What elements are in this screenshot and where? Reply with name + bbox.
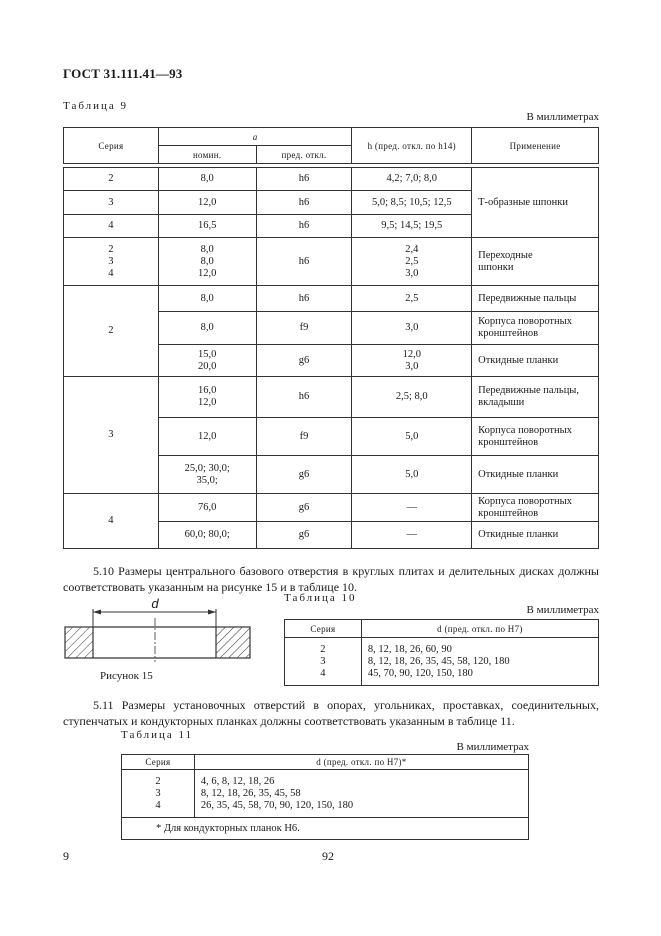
t9-r2-h: 5,0; 8,5; 10,5; 12,5 (352, 191, 472, 215)
table9 (63, 127, 599, 549)
standard-header: ГОСТ 31.111.41—93 (63, 66, 183, 81)
t9-r12-tol: g6 (256, 522, 352, 549)
t9-r2-nom: 12,0 (158, 191, 256, 215)
th-application: Применение (472, 128, 599, 164)
dim-label-d: d (151, 596, 159, 611)
t9-r1-tol: h6 (256, 168, 352, 191)
t9-r1-h: 4,2; 7,0; 8,0 (352, 168, 472, 191)
t10-series: 2 3 4 (285, 638, 362, 686)
t9-r4-series: 2 3 4 (64, 238, 159, 286)
table10 (284, 619, 599, 686)
t11-footnote: * Для кондукторных планок H6. (122, 818, 529, 840)
t9-r9-app: Корпуса поворотных кронштейнов (472, 418, 599, 456)
t9-r5-h: 2,5 (352, 286, 472, 312)
t10-values: 8, 12, 18, 26, 60, 90 8, 12, 18, 26, 35, 45, 58, 120, 180 45, 70, 90, 120, 150, 180 (361, 638, 598, 686)
t10-th-series: Серия (285, 620, 362, 638)
t9-r8-h: 2,5; 8,0 (352, 377, 472, 418)
t10-th-d: d (пред. откл. по H7) (361, 620, 598, 638)
t9-r8-nom: 16,0 12,0 (158, 377, 256, 418)
page-number: 92 (322, 849, 334, 863)
t9-r5-tol: h6 (256, 286, 352, 312)
t9-r11-series: 4 (64, 494, 159, 549)
t9-r10-app: Откидные планки (472, 456, 599, 494)
t9-r8-tol: h6 (256, 377, 352, 418)
t9-r9-tol: f9 (256, 418, 352, 456)
t9-r8-app: Передвижные пальцы, вкладыши (472, 377, 599, 418)
t9-r12-nom: 60,0; 80,0; (158, 522, 256, 549)
arrow-left (93, 610, 101, 615)
t9-r10-h: 5,0 (352, 456, 472, 494)
t9-r3-tol: h6 (256, 215, 352, 238)
t9-r11-nom: 76,0 (158, 494, 256, 522)
t9-r12-h: — (352, 522, 472, 549)
t9-r10-nom: 25,0; 30,0; 35,0; (158, 456, 256, 494)
figure-15-caption: Рисунок 15 (100, 670, 153, 682)
t9-r11-h: — (352, 494, 472, 522)
table9-label: Таблица 9 (63, 100, 129, 112)
t9-r7-h: 12,0 3,0 (352, 345, 472, 377)
t9-r7-app: Откидные планки (472, 345, 599, 377)
t9-r9-nom: 12,0 (158, 418, 256, 456)
table10-label: Таблица 10 (284, 592, 357, 604)
t9-r10-tol: g6 (256, 456, 352, 494)
th-nominal: номин. (158, 146, 256, 164)
hatched-left (65, 627, 93, 658)
paragraph-5-10: 5.10 Размеры центрального базового отверстия в круглых плитах и делительных дисках должны соответствовать указанным на рисунке 15 и в таблице 10. (63, 564, 599, 594)
paragraph-5-11: 5.11 Размеры установочных отверстий в опорах, угольниках, проставках, соединительных, ступенчатых и кондукторных планках должны соответствовать указанным в таблице 11. (63, 698, 599, 728)
table11 (121, 754, 529, 840)
figure-15 (63, 594, 268, 664)
t9-r4-h: 2,4 2,5 3,0 (352, 238, 472, 286)
t9-r2-series: 3 (64, 191, 159, 215)
t9-r4-tol: h6 (256, 238, 352, 286)
table10-units: В миллиметрах (526, 604, 599, 616)
table11-units: В миллиметрах (456, 741, 529, 753)
t11-series: 2 3 4 (122, 770, 195, 818)
th-a: a (158, 128, 352, 146)
t11-th-d: d (пред. откл. по H7)* (194, 755, 528, 770)
t9-r5-nom: 8,0 (158, 286, 256, 312)
t9-r8-series: 3 (64, 377, 159, 494)
t9-r7-nom: 15,0 20,0 (158, 345, 256, 377)
t9-r7-tol: g6 (256, 345, 352, 377)
t9-r9-h: 5,0 (352, 418, 472, 456)
t9-r5-series: 2 (64, 286, 159, 377)
t9-r11-app: Корпуса поворотных кронштейнов (472, 494, 599, 522)
t9-r6-app: Корпуса поворотных кронштейнов (472, 312, 599, 345)
th-h: h (пред. откл. по h14) (352, 128, 472, 164)
t9-app-t-keys: Т-образные шпонки (472, 168, 599, 238)
t9-r1-series: 2 (64, 168, 159, 191)
t9-r12-app: Откидные планки (472, 522, 599, 549)
t9-r3-h: 9,5; 14,5; 19,5 (352, 215, 472, 238)
th-series: Серия (64, 128, 159, 164)
table11-label: Таблица 11 (121, 729, 194, 741)
t9-r3-nom: 16,5 (158, 215, 256, 238)
t11-th-series: Серия (122, 755, 195, 770)
t9-r1-nom: 8,0 (158, 168, 256, 191)
t9-r11-tol: g6 (256, 494, 352, 522)
left-page-number: 9 (63, 849, 69, 863)
t9-r4-app: Переходные шпонки (472, 238, 599, 286)
t9-r6-h: 3,0 (352, 312, 472, 345)
t9-r6-tol: f9 (256, 312, 352, 345)
t11-values: 4, 6, 8, 12, 18, 26 8, 12, 18, 26, 35, 45, 58 26, 35, 45, 58, 70, 90, 120, 150, 180 (194, 770, 528, 818)
t9-r3-series: 4 (64, 215, 159, 238)
hatched-right (216, 627, 250, 658)
th-tolerance: пред. откл. (256, 146, 352, 164)
arrow-right (208, 610, 216, 615)
t9-r4-nom: 8,0 8,0 12,0 (158, 238, 256, 286)
table9-units: В миллиметрах (526, 111, 599, 123)
t9-r6-nom: 8,0 (158, 312, 256, 345)
t9-r5-app: Передвижные пальцы (472, 286, 599, 312)
t9-r2-tol: h6 (256, 191, 352, 215)
